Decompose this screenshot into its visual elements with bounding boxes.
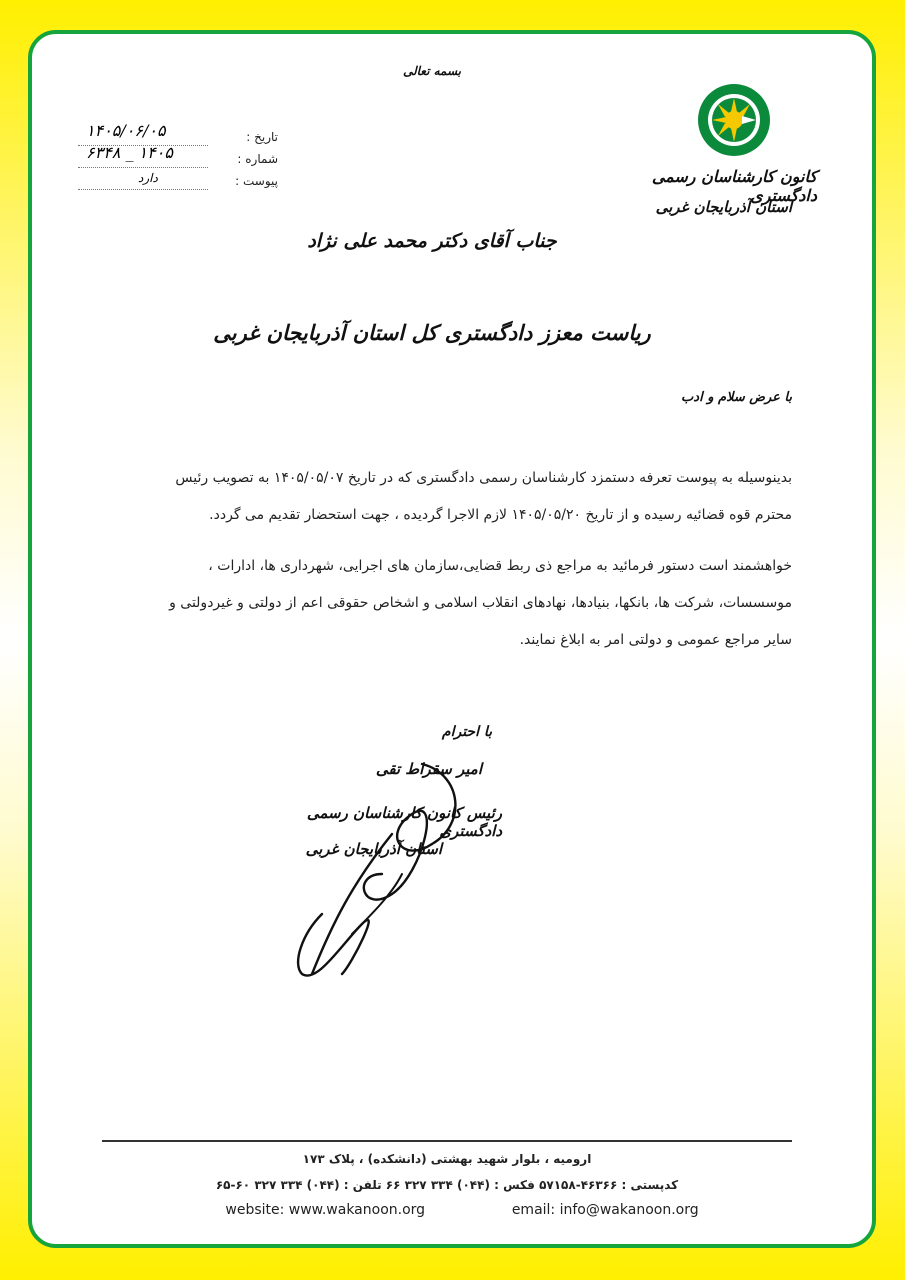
number-row	[68, 142, 278, 170]
paragraph-2-line: خواهشمند است دستور فرمائید به مراجع ذی ربط قضایی،سازمان های اجرایی، شهرداری ها، ادارات ،	[208, 558, 792, 574]
date-value: ۱۴۰۵/۰۶/۰۵	[86, 120, 166, 140]
signatory-name: امیر سقراط تقی	[375, 760, 482, 778]
signatory-title: رئیس کانون کارشناسان رسمی دادگستری	[306, 804, 502, 840]
attachment-value: دارد	[138, 170, 158, 185]
addressee-title: ریاست معزز دادگستری کل استان آذربایجان غربی	[213, 320, 651, 345]
addressee-name: جناب آقای دکتر محمد علی نژاد	[307, 230, 557, 252]
letter-meta	[68, 120, 278, 192]
paragraph-1	[92, 460, 792, 534]
organization-logo	[696, 82, 772, 158]
paragraph-1-line: محترم قوه قضائیه رسیده و از تاریخ ۱۴۰۵/۰۵/۲۰ لازم الاجرا گردیده ، جهت استحضار تقدیم می گردد.	[209, 507, 792, 523]
signatory-province: استان آذربایجان غربی	[305, 840, 442, 858]
number-value: ۱۴۰۵ _ ۶۳۴۸	[86, 142, 173, 162]
footer-email[interactable]: email: info@wakanoon.org	[511, 1202, 699, 1218]
footer-website[interactable]: website: www.wakanoon.org	[225, 1202, 426, 1218]
letter-sheet	[28, 30, 876, 1248]
paragraph-1-line: بدینوسیله به پیوست تعرفه دستمزد کارشناسان رسمی دادگستری که در تاریخ ۱۴۰۵/۰۵/۰۷ به تصویب رئیس	[175, 470, 792, 486]
organization-province: استان آذربایجان غربی	[655, 198, 792, 216]
attachment-row	[68, 170, 278, 192]
invocation-text: بسمه تعالی	[402, 64, 462, 78]
date-label: تاریخ :	[246, 130, 278, 144]
handwritten-signature	[272, 724, 472, 984]
number-label: شماره :	[237, 152, 278, 166]
footer-contact: کدپستی : ۴۶۳۶۶-۵۷۱۵۸ فکس : (۰۴۴) ۳۳۴ ۳۲۷ ۶۶ تلفن : (۰۴۴) ۳۳۴ ۳۲۷ ۶۰-۶۵	[215, 1178, 679, 1192]
footer-divider	[102, 1140, 792, 1142]
attachment-label: پیوست :	[235, 174, 278, 188]
paragraph-2	[92, 548, 792, 659]
closing-text: با احترام	[441, 724, 492, 740]
greeting: با عرض سلام و ادب	[681, 390, 792, 405]
footer-web	[182, 1202, 742, 1218]
sun-emblem-icon	[696, 82, 772, 158]
footer-address: ارومیه ، بلوار شهید بهشتی (دانشکده) ، پلاک ۱۷۳	[302, 1152, 592, 1166]
paragraph-2-line: موسسسات، شرکت ها، بانکها، بنیادها، نهادهای انقلاب اسلامی و اشخاص حقوقی اعم از دولتی و غیردولتی و	[169, 595, 792, 611]
organization-name: کانون کارشناسان رسمی دادگستری	[651, 167, 817, 205]
paragraph-2-line: سایر مراجع عمومی و دولتی امر به ابلاغ نمایند.	[519, 632, 792, 648]
